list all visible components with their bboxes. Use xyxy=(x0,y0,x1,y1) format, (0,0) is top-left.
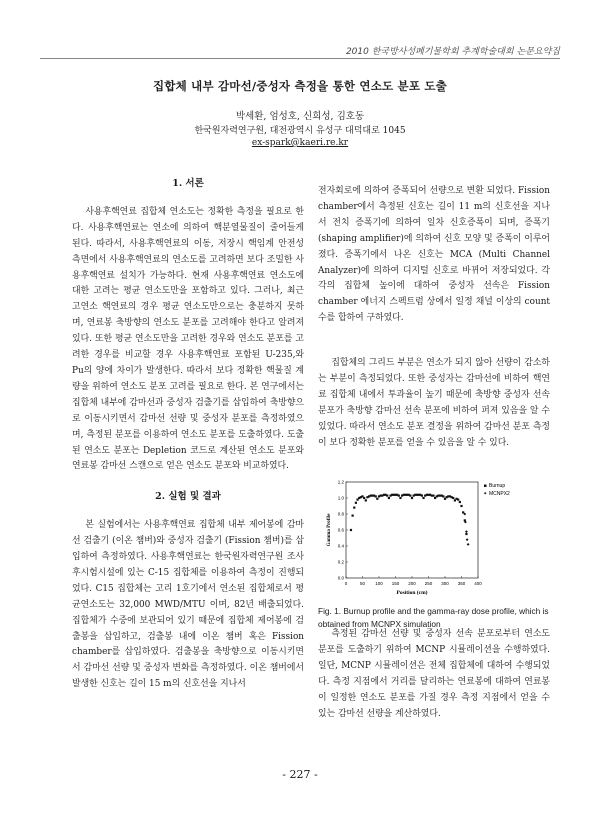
burnup-point xyxy=(422,497,424,499)
x-tick-label: 150 xyxy=(391,581,400,586)
burnup-point xyxy=(462,511,464,513)
burnup-point xyxy=(460,505,462,507)
mcnpx2-point xyxy=(467,543,470,546)
right-paragraph-1: 전자회로에 의하여 증폭되어 선량으로 변환 되었다. Fission chamber에서 측정된 신호는 길이 11 m의 신호선을 지나서 전치 증폭기에 의하여 일차 신호증폭이 되며, 증폭기 (shaping amplifier)에 의하여 신호 모양 및 증폭이 이루어졌다. 증폭기에서 나온 신호는 MCA (Multi Channel Analyzer)에 의하여 디지털 신호로 바뀌어 저장되었다. 각각의 집합체 높이에 대하여 중성자 선속은 Fission chamber 에너지 스펙트럼 상에서 일정 채널 이상의 count수를 합하여 구하였다. xyxy=(318,186,550,324)
x-tick-label: 200 xyxy=(408,581,416,586)
burnup-point xyxy=(465,533,467,535)
right-column-top xyxy=(318,184,550,327)
burnup-point xyxy=(421,495,423,497)
legend-marker-burnup xyxy=(484,485,487,488)
burnup-point xyxy=(376,498,378,500)
page-number: - 227 - xyxy=(282,768,318,781)
plot-frame xyxy=(346,482,478,578)
right-paragraph-3: 측정된 감마선 선량 및 중성자 선속 분포로부터 연소도 분포를 도출하기 위하여 MCNP 시뮬레이션을 수행하였다. 일단, MCNP 시뮬레이션은 전체 집합체에 대하여 수행되었다. 측정 지점에서 거리를 달리하는 연료봉에 대하여 연료봉이 일정한 연소도 분포를 가질 경우 측정 지점에서 얻을 수 있는 감마선 선량을 계산하였다. xyxy=(318,629,550,719)
burnup-point xyxy=(398,495,400,497)
right-column-bottom xyxy=(318,627,550,722)
experiment-heading: 2. 실험 및 결과 xyxy=(155,491,221,503)
burnup-point xyxy=(399,497,401,499)
right-column-mid xyxy=(318,356,550,451)
burnup-chart xyxy=(320,474,542,606)
burnup-point xyxy=(353,507,355,509)
left-column xyxy=(72,176,304,693)
y-tick-label: 0.8 xyxy=(337,511,344,517)
x-axis-label: Position (cm) xyxy=(396,590,428,596)
journal-header: 2010 한국방사성폐기물학회 추계학술대회 논문요약집 xyxy=(345,47,560,57)
burnup-point xyxy=(375,495,377,497)
x-tick-label: 400 xyxy=(474,581,482,586)
paper-title: 집합체 내부 감마선/중성자 측정을 통한 연소도 분포 도출 xyxy=(153,79,447,93)
x-tick-label: 50 xyxy=(359,581,366,586)
header-rule xyxy=(40,58,560,59)
x-tick-label: 100 xyxy=(375,581,383,586)
y-tick-label: 0.0 xyxy=(337,575,344,581)
intro-paragraph: 사용후핵연료 집합체 연소도는 정확한 측정을 필요로 한다. 사용후핵연료는 연소에 의하여 핵분열물질이 줄어들게 된다. 따라서, 사용후핵연료의 이동, 저장시 핵임계 안전성 측면에서 사용후핵연료의 연소도를 고려하면 보다 조밀한 사용후핵연료 설치가 가능하다. 현재 사용후핵연료 연소도에 대한 고려는 평균 연소도만을 포함하고 있다. 그러나, 최근 고연소 핵연료의 경우 평균 연소도만으로는 충분하지 못하며, 연료봉 축방향의 연소도 분포를 고려해야 한다고 알려져 있다. 또한 평균 연소도만을 고려한 경우와 연소도 분포를 고려한 경우를 비교할 경우 사용후핵연료 포함된 U-235,와 Pu의 양에 차이가 발생한다. 따라서 보다 정확한 핵물질 계량을 위하여 연소도 분포 고려를 필요로 한다. 본 연구에서는 집합체 내부에 감마선과 중성자 검출기를 삽입하여 축방향으로 이동시키면서 감마선 선량 및 중성자 분포를 측정하였으며, 측정된 분포를 이용하여 연소도 분포를 도출하였다. 도출된 연소도 분포는 Depletion 코드로 계산된 연소도 분포와 연료봉 감마선 스캔으로 얻은 연소도 분포와 비교하였다. xyxy=(72,206,304,472)
burnup-point xyxy=(457,499,459,501)
burnup-point xyxy=(386,495,388,497)
burnup-point xyxy=(452,497,454,499)
y-axis-label: Gamma Profile xyxy=(327,513,332,547)
y-tick-label: 0.4 xyxy=(337,543,344,549)
y-tick-label: 0.2 xyxy=(337,559,344,565)
legend-label-mcnpx2: MCNPX2 xyxy=(489,491,510,497)
burnup-point xyxy=(388,497,390,499)
authors: 박세환, 엄성호, 신희성, 김호동 xyxy=(235,111,365,122)
experiment-paragraph: 본 실험에서는 사용후핵연료 집합체 내부 제어봉에 감마선 검출기 (이온 챔버)와 중성자 검출기 (Fission 챔버)를 삽입하여 측정하였다. 사용후핵연료는 한국원자력연구원 조사후시험시설에 있는 C-15 집합체를 이용하여 측정이 진행되었다. C15 집합체는 고리 1호기에서 연소된 집합체로서 평균연소도는 32,000 MWD/MTU 이며, 82년 배출되었다. 집합체가 수중에 보관되어 있기 때문에 집합체 제어봉에 검출봉을 삽입하고, 검출봉 내에 이온 챔버 혹은 Fission chamber를 삽입하였다. 검출봉을 축방향으로 이동시키면서 감마선 선량 및 중성자 변화를 측정하였다. 이온 챔버에서 발생한 신호는 길이 15 m의 신호선을 지나서 xyxy=(72,520,304,690)
burnup-point xyxy=(365,499,367,501)
mcnpx2-point xyxy=(466,538,469,541)
burnup-point xyxy=(432,495,434,497)
right-paragraph-2: 집합체의 그리드 부분은 연소가 되지 않아 선량이 감소하는 부분이 측정되었다. 또한 중성자는 감마선에 비하여 핵연료 집합체 내에서 투과율이 높기 때문에 축방향 중성자 선속 분포가 축방향 감마선 선속 분포에 비하여 퍼져 있음을 알 수 있었다. 따라서 연소도 분포 결정을 위하여 감마선 분포 측정이 보다 정확한 분포를 얻을 수 있음을 알 수 있다. xyxy=(318,358,550,448)
legend-marker-mcnpx2 xyxy=(484,492,486,494)
x-tick-label: 300 xyxy=(441,581,449,586)
x-tick-label: 250 xyxy=(424,581,433,586)
email-link[interactable]: ex-spark@kaeri.re.kr xyxy=(251,138,349,148)
burnup-point xyxy=(350,529,352,531)
affiliation: 한국원자력연구원, 대전광역시 유성구 대덕대로 1045 xyxy=(194,126,406,136)
y-tick-label: 1.2 xyxy=(337,479,344,485)
y-tick-label: 1.0 xyxy=(337,495,344,501)
x-tick-label: 0 xyxy=(344,581,348,586)
x-tick-label: 350 xyxy=(457,581,466,586)
y-tick-label: 0.6 xyxy=(337,527,344,533)
burnup-point xyxy=(352,515,354,517)
intro-heading: 1. 서론 xyxy=(172,178,204,189)
burnup-point xyxy=(459,501,461,503)
burnup-point xyxy=(409,495,411,497)
burnup-point xyxy=(442,495,444,497)
figure-caption: Fig. 1. Burnup profile and the gamma-ray dose profile, which is obtained from MCNPX simulation xyxy=(318,606,549,629)
burnup-point xyxy=(411,497,413,499)
burnup-point xyxy=(355,502,357,504)
mcnpx2-point xyxy=(465,530,468,533)
legend-label-burnup: Burnup xyxy=(489,483,506,489)
burnup-point xyxy=(363,497,365,499)
